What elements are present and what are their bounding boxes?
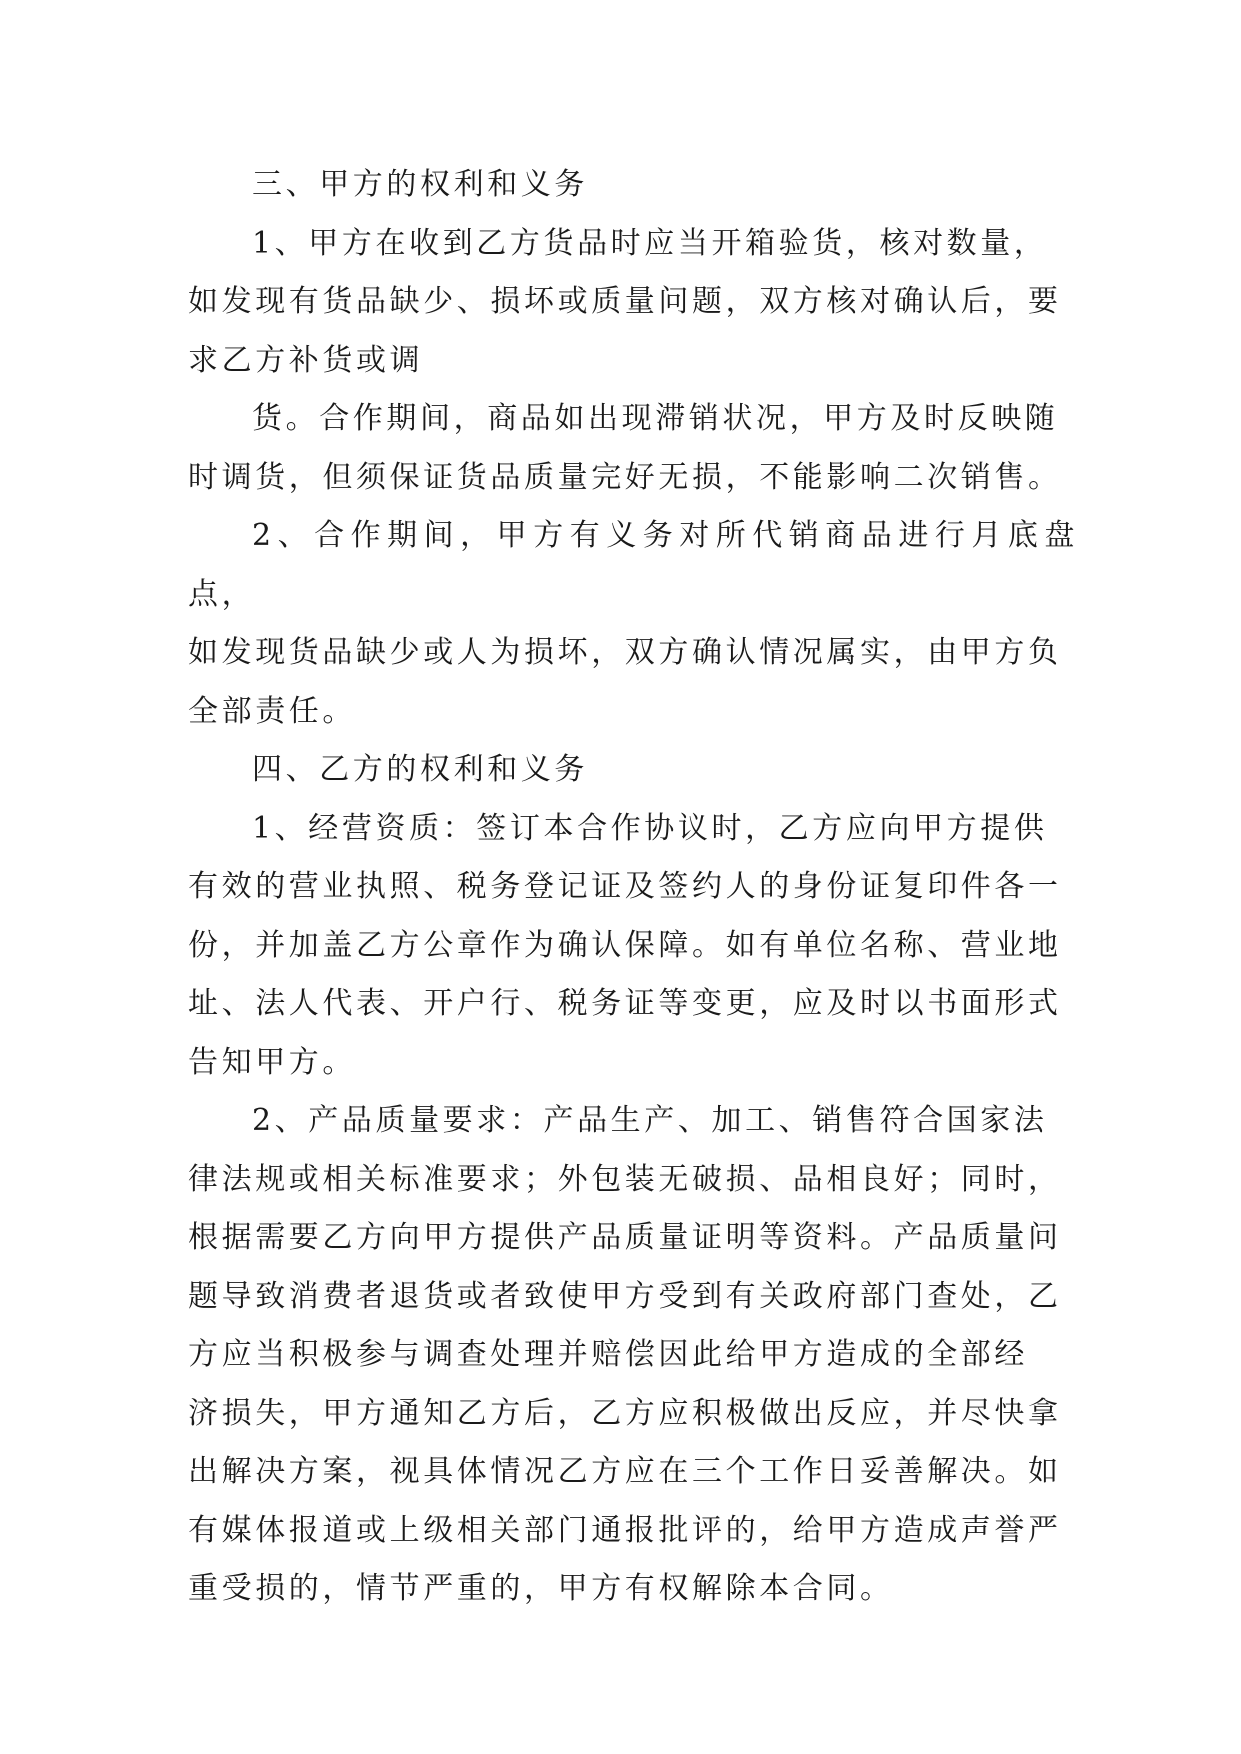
section-heading-party-b: 四、乙方的权利和义务 <box>252 752 588 787</box>
paragraph-a-1-cont: 货。合作期间，商品如出现滞销状况，甲方及时反映随 时调货，但须保证货品质量完好无损，不能影响二次销售。 <box>188 401 1062 495</box>
paragraph-b-1: 1、经营资质：签订本合作协议时，乙方应向甲方提供 有效的营业执照、税务登记证及签约人的身份证复印件各一 份，并加盖乙方公章作为确认保障。如有单位名称、营业地 址、法人代表、开户行、税务证等变更，应及时以书面形式 告知甲方。 <box>188 810 1062 1080</box>
paragraph-a-1: 1、甲方在收到乙方货品时应当开箱验货，核对数量， 如发现有货品缺少、损坏或质量问题，双方核对确认后，要 求乙方补货或调 <box>188 225 1062 378</box>
paragraph-b-2: 2、产品质量要求：产品生产、加工、销售符合国家法 律法规或相关标准要求；外包装无破损、品相良好；同时， 根据需要乙方向甲方提供产品质量证明等资料。产品质量问 题导致消费者退货或者致使甲方受到有关政府部门查处，乙 方应当积极参与调查处理并赔偿因此给甲方造成的全部经 济损失，甲方通知乙方后，乙方应积极做出反应，并尽快拿 出解决方案，视具体情况乙方应在三个工作日妥善解决。如 有媒体报道或上级相关部门通报批评的，给甲方造成声誉严 重受损的，情节严重的，甲方有权解除本合同。 <box>188 1103 1062 1606</box>
paragraph-a-2: 2、合作期间，甲方有义务对所代销商品进行月底盘点， 如发现货品缺少或人为损坏，双方确认情况属实，由甲方负 全部责任。 <box>188 518 1078 729</box>
section-heading-party-a: 三、甲方的权利和义务 <box>252 167 588 202</box>
document-body <box>188 156 1078 1619</box>
